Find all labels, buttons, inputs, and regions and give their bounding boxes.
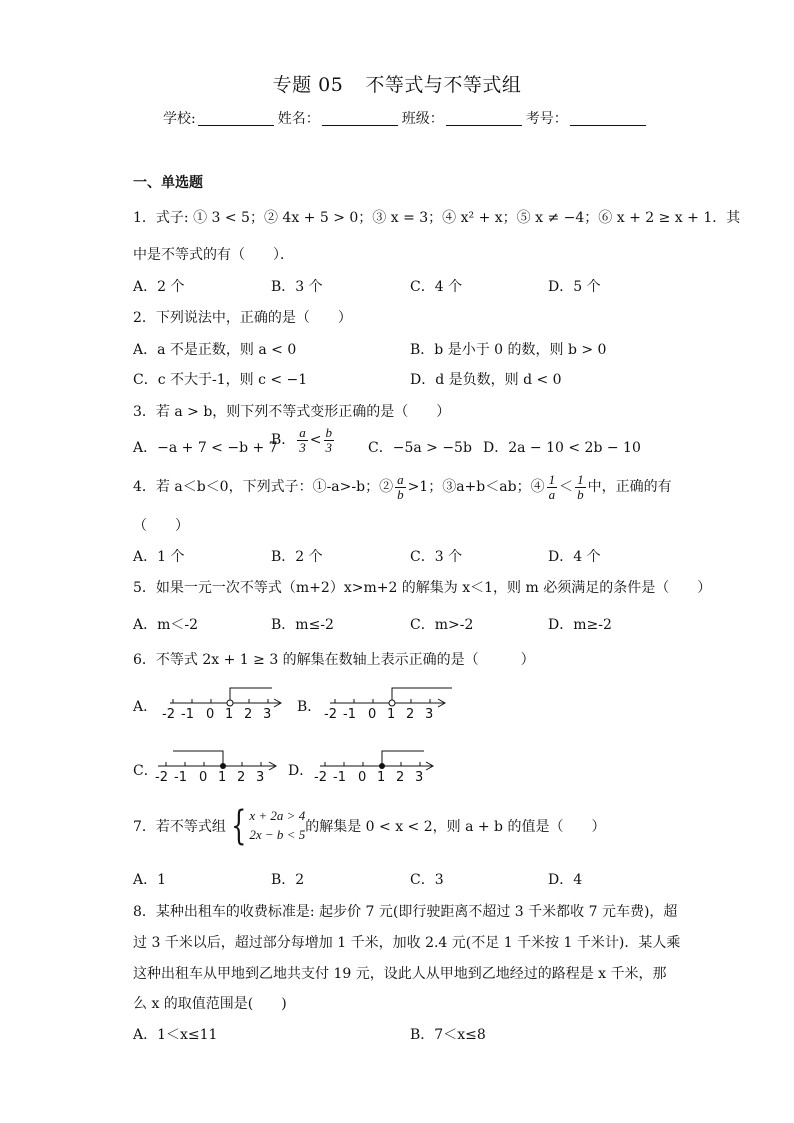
q4-option-d[interactable]: D．4 个: [548, 549, 601, 565]
q6-option-c-label[interactable]: C．: [133, 763, 158, 779]
svg-text:2: 2: [244, 707, 253, 722]
q1-option-b[interactable]: B．3 个: [271, 279, 323, 295]
school-field[interactable]: [198, 111, 274, 126]
q6-a-open-dot: [227, 700, 233, 706]
q4-fraction-1-over-b: $\frac{1}{b}$: [577, 472, 584, 502]
q1-line1: 1．式子: ① 3 < 5；② 4x + 5 > 0；③ x = 3；④ x² + x；⑤ x ≠ −4；⑥ x + 2 ≥ x + 1．其: [133, 210, 741, 226]
q3-option-b-relation: <: [309, 432, 322, 449]
section-heading: 一、单选题: [133, 175, 203, 191]
number-label: 考号：: [525, 111, 568, 127]
q4-fraction-a-over-b: $\frac{a}{b}$: [397, 472, 404, 502]
q2-option-c[interactable]: C．c 不大于-1，则 c < −1: [133, 372, 308, 388]
q4-fraction-1-over-a: $\frac{1}{a}$: [548, 472, 556, 502]
q6-option-a-label[interactable]: A．: [133, 699, 158, 715]
svg-text:-1: -1: [343, 707, 356, 722]
q4-answer-paren: （ ）: [133, 518, 189, 534]
inequality-system: x + 2a > 4 2x − b < 5: [249, 808, 306, 842]
school-label: 学校:: [163, 111, 196, 127]
q3-option-d[interactable]: D．2a − 10 < 2b − 10: [483, 440, 641, 456]
svg-text:2: 2: [406, 707, 415, 722]
q7-option-c[interactable]: C．3: [410, 872, 444, 888]
q6-d-solid-dot: [379, 763, 385, 769]
q5-option-d[interactable]: D．m≥-2: [548, 617, 612, 633]
svg-text:0: 0: [358, 770, 367, 785]
q6-c-solid-dot: [220, 763, 226, 769]
q7-stem: 7．若不等式组 { x + 2a > 4 2x − b < 5 的解集是 0 < x < 2，则 a + b 的值是（ ）: [133, 803, 606, 849]
q8-line1: 8．某种出租车的收费标准是: 起步价 7 元(即行驶距离不超过 3 千米都收 7 元车费)，超: [133, 904, 678, 920]
name-label: 姓名：: [277, 111, 320, 127]
q7-option-a[interactable]: A．1: [133, 872, 167, 888]
q1-option-a[interactable]: A．2 个: [133, 279, 185, 295]
svg-text:1: 1: [225, 707, 234, 722]
q6-option-d-label[interactable]: D．: [288, 763, 314, 779]
q1-line2: 中是不等式的有（ ）．: [133, 247, 294, 263]
svg-text:1: 1: [387, 707, 396, 722]
q2-stem: 2．下列说法中，正确的是（ ）: [133, 310, 352, 326]
q4-option-a[interactable]: A．1 个: [133, 549, 185, 565]
q7-option-b[interactable]: B．2: [271, 872, 305, 888]
class-label: 班级：: [401, 111, 444, 127]
q4-option-c[interactable]: C．3 个: [410, 549, 463, 565]
q5-stem: 5．如果一元一次不等式（m+2）x>m+2 的解集为 x＜1，则 m 必须满足的条件是（ ）: [133, 580, 712, 596]
q6-numberline-b[interactable]: [322, 682, 457, 722]
svg-text:-2: -2: [314, 770, 327, 785]
page-title: [0, 70, 794, 97]
q6-a-ticks: [173, 699, 268, 703]
svg-text:1: 1: [218, 770, 227, 785]
q4-option-b[interactable]: B．2 个: [271, 549, 323, 565]
title-text: 不等式与不等式组: [365, 74, 522, 96]
q5-option-a[interactable]: A．m＜-2: [133, 617, 199, 633]
student-info-line: [163, 108, 650, 128]
svg-text:3: 3: [263, 707, 272, 722]
svg-text:-2: -2: [155, 770, 168, 785]
q4-stem: 4．若 a＜b＜0，下列式子：①-a>-b；② $\frac{a}{b}$ >1；③a+b＜ab；④ $\frac{1}{a}$ ＜ $\frac{1}{b}$ 中，正确的有: [133, 472, 672, 502]
q8-option-a[interactable]: A．1＜x≤11: [133, 1027, 218, 1043]
svg-text:3: 3: [256, 770, 265, 785]
svg-text:1: 1: [377, 770, 386, 785]
q5-option-b[interactable]: B．m≤-2: [271, 617, 334, 633]
svg-text:2: 2: [396, 770, 405, 785]
q3-fraction-a-over-3: $\frac{a}{3}$: [299, 425, 306, 455]
svg-text:-1: -1: [174, 770, 187, 785]
svg-text:3: 3: [425, 707, 434, 722]
q8-line2: 过 3 千米以后，超过部分每增加 1 千米，加收 2.4 元(不足 1 千米按 1 千米计)．某人乘: [133, 935, 681, 951]
q8-option-b[interactable]: B．7＜x≤8: [410, 1027, 486, 1043]
svg-text:0: 0: [199, 770, 208, 785]
q3-option-b-prefix: B．: [271, 432, 296, 449]
class-field[interactable]: [446, 111, 522, 126]
q7-option-d[interactable]: D．4: [548, 872, 583, 888]
svg-text:2: 2: [237, 770, 246, 785]
q6-stem: 6．不等式 2x + 1 ≥ 3 的解集在数轴上表示正确的是（ ）: [133, 652, 535, 668]
q6-a-tick-label: -2: [162, 707, 175, 722]
system-brace: {: [231, 803, 247, 849]
svg-text:-1: -1: [181, 707, 194, 722]
svg-text:0: 0: [368, 707, 377, 722]
q6-b-open-dot: [389, 700, 395, 706]
q8-line4: 么 x 的取值范围是( ): [133, 996, 287, 1012]
q3-option-c[interactable]: C．−5a > −5b: [368, 440, 472, 456]
q3-option-a[interactable]: A．−a + 7 < −b + 7: [133, 440, 278, 456]
q3-stem: 3．若 a > b，则下列不等式变形正确的是（ ）: [133, 404, 451, 420]
svg-text:-1: -1: [333, 770, 346, 785]
q6-numberline-c[interactable]: [153, 745, 283, 785]
q8-line3: 这种出租车从甲地到乙地共支付 19 元，设此人从甲地到乙地经过的路程是 x 千米，那: [133, 966, 667, 982]
q1-option-c[interactable]: C．4 个: [410, 279, 463, 295]
q2-option-a[interactable]: A．a 不是正数，则 a < 0: [133, 342, 297, 358]
q6-option-b-label[interactable]: B．: [297, 699, 322, 715]
number-field[interactable]: [570, 111, 646, 126]
q5-option-c[interactable]: C．m>-2: [410, 617, 474, 633]
svg-text:0: 0: [206, 707, 215, 722]
q2-option-b[interactable]: B．b 是小于 0 的数，则 b > 0: [410, 342, 607, 358]
q1-option-d[interactable]: D．5 个: [548, 279, 601, 295]
q6-numberline-a[interactable]: [160, 682, 290, 722]
name-field[interactable]: [322, 111, 398, 126]
q6-numberline-d[interactable]: [312, 745, 442, 785]
svg-text:3: 3: [415, 770, 424, 785]
q2-option-d[interactable]: D．d 是负数，则 d < 0: [410, 372, 562, 388]
q3-option-b[interactable]: [271, 426, 336, 454]
q3-fraction-b-over-3: $\frac{b}{3}$: [325, 425, 333, 455]
svg-text:-2: -2: [324, 707, 337, 722]
title-code: 专题 05: [272, 74, 344, 96]
